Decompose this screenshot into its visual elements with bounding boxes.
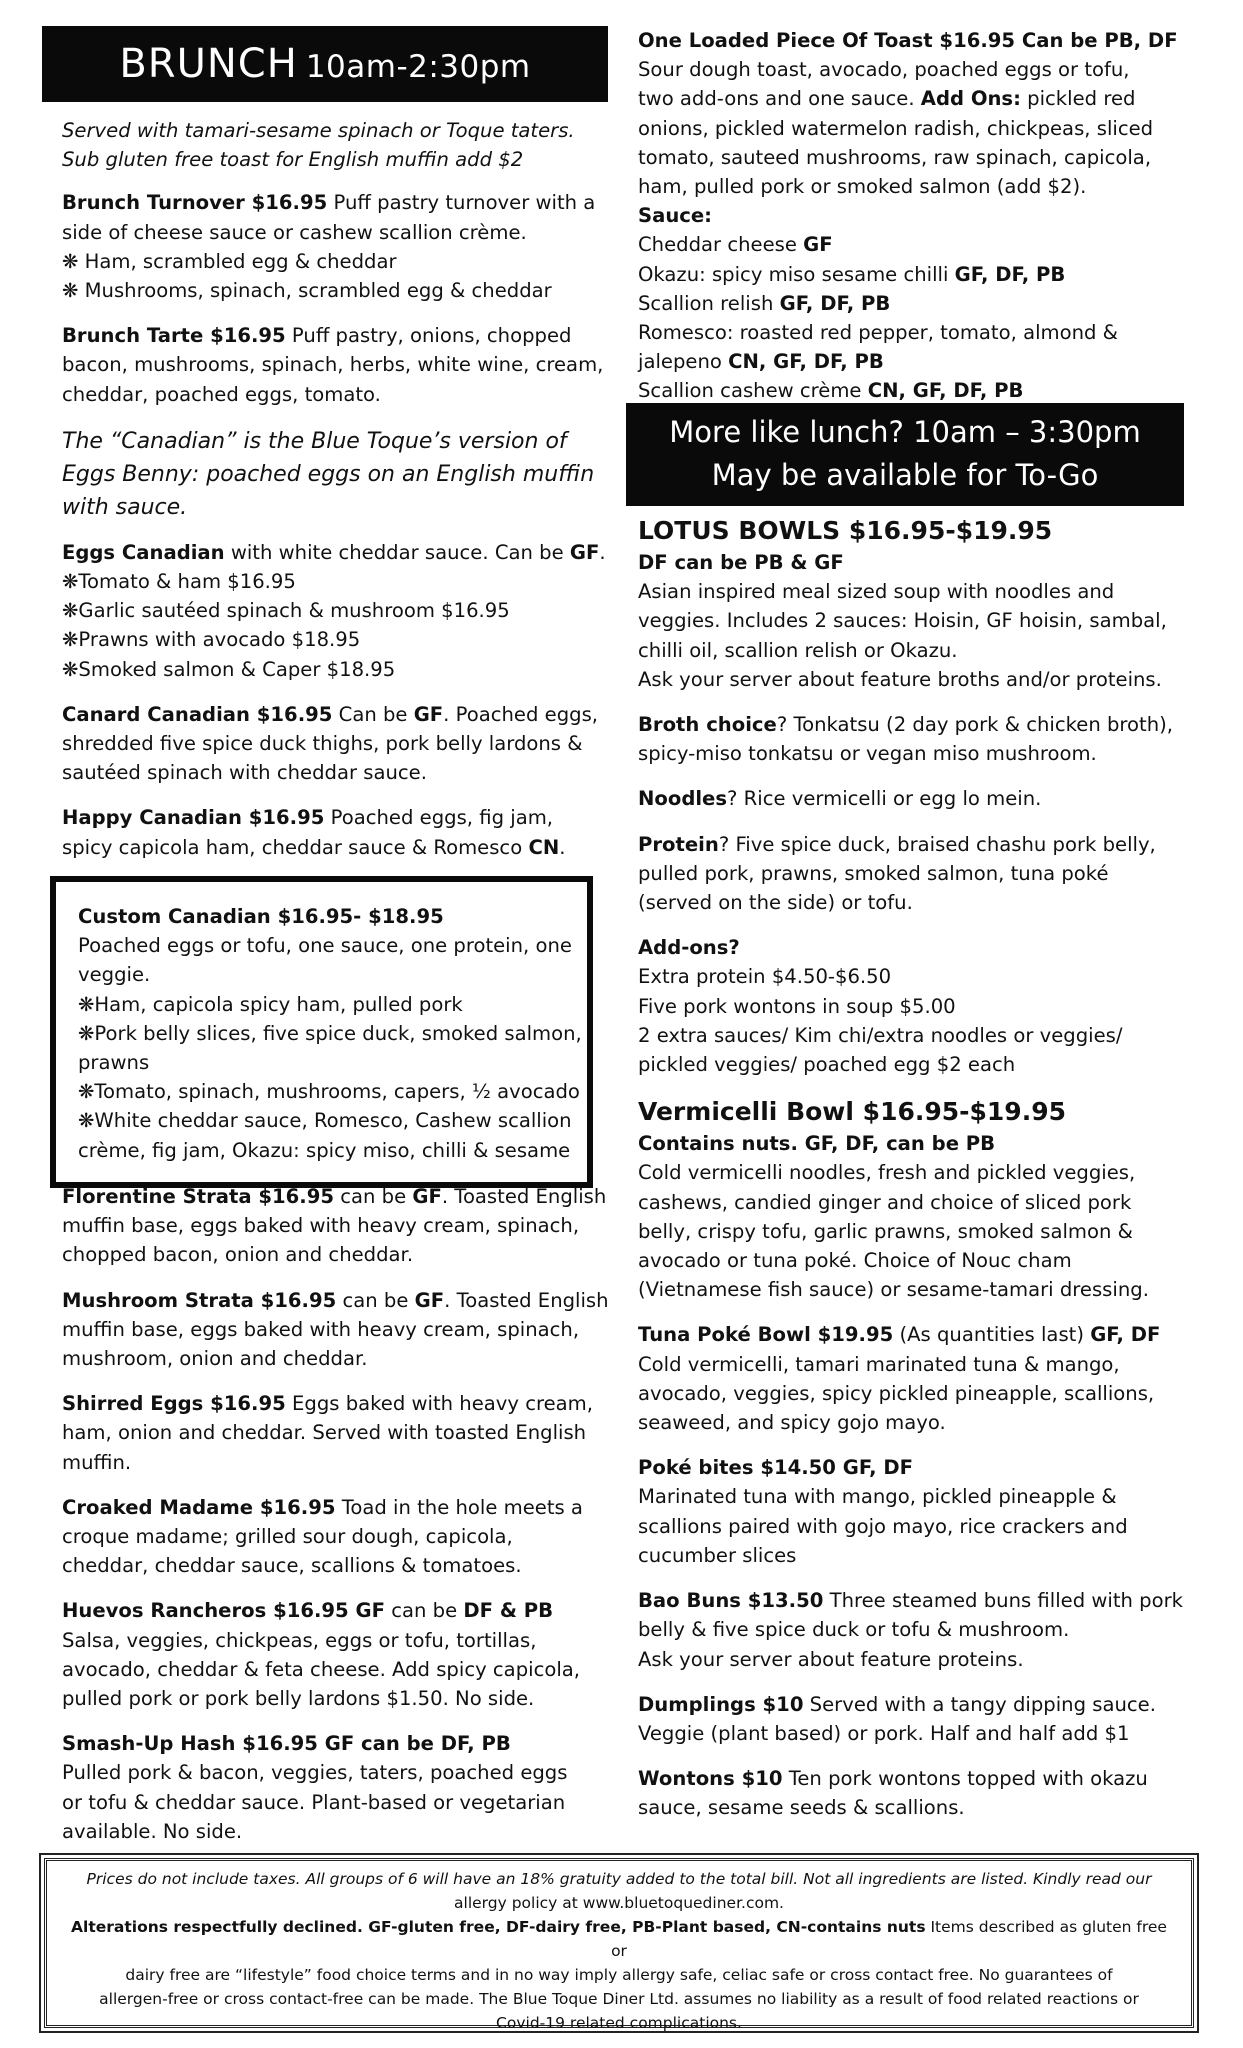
option: ❋Tomato & ham $16.95: [62, 570, 296, 594]
canadian-intro: The “Canadian” is the Blue Toque’s version of Eggs Benny: poached eggs on an English muffin with sauce.: [62, 428, 595, 520]
lunch-header: [626, 403, 1184, 506]
custom-canadian-box: Custom Canadian $16.95- $18.95 Poached eggs or tofu, one sauce, one protein, one veggie. ❋Ham, capicola spicy ham, pulled pork ❋Pork belly slices, five spice duck, smoked salmon, prawns ❋Tomato, spinach, mushrooms, capers, ½ avocado ❋White cheddar sauce, Romesco, Cashew scallion crème, fig jam, Okazu: spicy miso, chilli & sesame: [50, 876, 593, 1188]
brunch-header: [42, 26, 608, 102]
menu-item-vermicelli-bowl: Vermicelli Bowl $16.95-$19.95 Contains nuts. GF, DF, can be PB Cold vermicelli noodles, fresh and pickled veggies, cashews, candied ginger and choice of sliced pork belly, crispy tofu, garlic prawns, smoked salmon & avocado or tuna poké. Choice of Nouc cham (Vietnamese fish sauce) or sesame-tamari dressing.: [638, 1095, 1183, 1304]
brunch-title: BRUNCH: [119, 41, 298, 87]
item-name: Canard Canadian $16.95: [62, 702, 333, 726]
menu-item-tuna-poke-bowl: Tuna Poké Bowl $19.95 (As quantities last) GF, DF Cold vermicelli, tamari marinated tuna & mango, avocado, veggies, spicy pickled pineapple, scallions, seaweed, and spicy gojo mayo.: [638, 1323, 1161, 1435]
menu-item-croaked-madame: Croaked Madame $16.95 Toad in the hole meets a croque madame; grilled sour dough, capicola, cheddar, cheddar sauce, scallions & tomatoes.: [62, 1495, 583, 1578]
add-ons: Add-ons? Extra protein $4.50-$6.50 Five pork wontons in soup $5.00 2 extra sauces/ Kim chi/extra noodles or veggies/ pickled veggies/ poached egg $2 each: [638, 936, 1123, 1077]
option: ❋ Ham, scrambled egg & cheddar: [62, 249, 397, 273]
brunch-intro: Served with tamari-sesame spinach or Toque taters. Sub gluten free toast for English muffin add $2: [62, 119, 575, 172]
section-title: Vermicelli Bowl $16.95-$19.95: [638, 1097, 1066, 1127]
menu-item-eggs-canadian: Eggs Canadian with white cheddar sauce. Can be GF. ❋Tomato & ham $16.95 ❋Garlic sautéed spinach & mushroom $16.95 ❋Prawns with avocado $18.95 ❋Smoked salmon & Caper $18.95: [62, 538, 602, 684]
item-name: Brunch Tarte $16.95: [62, 324, 286, 348]
item-name: Croaked Madame $16.95: [62, 1495, 336, 1519]
menu-item-lotus-bowls: LOTUS BOWLS $16.95-$19.95 DF can be PB & GF Asian inspired meal sized soup with noodles and veggies. Includes 2 sauces: Hoisin, GF hoisin, sambal, chilli oil, scallion relish or Okazu. Ask your server about feature broths and/or proteins.: [638, 514, 1183, 694]
noodles-choice: Noodles? Rice vermicelli or egg lo mein.: [638, 787, 1042, 811]
menu-item-wontons: Wontons $10 Ten pork wontons topped with okazu sauce, sesame seeds & scallions.: [638, 1767, 1148, 1820]
menu-item-canard-canadian: Canard Canadian $16.95 Can be GF. Poached eggs, shredded five spice duck thighs, pork belly lardons & sautéed spinach with cheddar sauce.: [62, 702, 599, 785]
protein-choice: Protein? Five spice duck, braised chashu pork belly, pulled pork, prawns, smoked salmon, tuna poké (served on the side) or tofu.: [638, 832, 1156, 915]
item-name: Huevos Rancheros $16.95 GF: [62, 1599, 385, 1623]
item-name: Tuna Poké Bowl $19.95: [638, 1323, 894, 1347]
sauce-option: Cheddar cheese GF: [638, 233, 833, 257]
menu-item-florentine-strata: Florentine Strata $16.95 can be GF. Toasted English muffin base, eggs baked with heavy cream, spinach, chopped bacon, onion and cheddar.: [62, 1185, 607, 1267]
lunch-hours: More like lunch? 10am – 3:30pm: [669, 415, 1141, 449]
option: ❋Garlic sautéed spinach & mushroom $16.95: [62, 599, 510, 623]
sauce-option: Romesco: roasted red pepper, tomato, almond &: [638, 321, 1118, 345]
brunch-column-lower: [62, 1182, 609, 1862]
option: ❋Pork belly slices, five spice duck, smoked salmon,: [78, 1021, 582, 1045]
option: ❋ Mushrooms, spinach, scrambled egg & cheddar: [62, 279, 552, 303]
menu-item-shirred-eggs: Shirred Eggs $16.95 Eggs baked with heavy cream, ham, onion and cheddar. Served with toasted English muffin.: [62, 1392, 593, 1474]
option: ❋Prawns with avocado $18.95: [62, 628, 361, 652]
sauce-label: Sauce:: [638, 204, 713, 228]
item-name: One Loaded Piece Of Toast $16.95 Can be PB, DF: [638, 29, 1178, 52]
broth-choice: Broth choice? Tonkatsu (2 day pork & chicken broth), spicy-miso tonkatsu or vegan miso mushroom.: [638, 713, 1174, 766]
sauce-option: Okazu: spicy miso sesame chilli GF, DF, PB: [638, 262, 1066, 286]
menu-item-brunch-turnover: Brunch Turnover $16.95 Puff pastry turnover with a side of cheese sauce or cashew scallion crème. ❋ Ham, scrambled egg & cheddar ❋ Mushrooms, spinach, scrambled egg & cheddar: [62, 188, 602, 305]
allergy-disclaimer: Prices do not include taxes. All groups of 6 will have an 18% gratuity added to the total bill. Not all ingredients are listed. Kindly read our allergy policy at www.bluetoquediner.com. Alterations respectfully declined. GF-gluten free, DF-dairy free, PB-Plant based, CN-contains nuts Items described as gluten free or dairy free are “lifestyle” food choice terms and in no way imply allergy safe, celiac safe or cross contact free. No guarantees of allergen-free or cross contact-free can be made. The Blue Toque Diner Ltd. assumes no liability as a result of food related reactions or Covid-19 related complications.: [44, 1858, 1194, 2028]
menu-item-dumplings: Dumplings $10 Served with a tangy dipping sauce. Veggie (plant based) or pork. Half and half add $1: [638, 1692, 1156, 1745]
brunch-hours: 10am-2:30pm: [305, 49, 531, 85]
sauce-option: Scallion cashew crème CN, GF, DF, PB: [638, 379, 1024, 403]
item-name: Eggs Canadian: [62, 540, 225, 564]
lunch-column: [638, 514, 1183, 1839]
sauce-option: Scallion relish GF, DF, PB: [638, 291, 891, 315]
menu-item-huevos-rancheros: Huevos Rancheros $16.95 GF can be DF & PB Salsa, veggies, chickpeas, eggs or tofu, tortillas, avocado, cheddar & feta cheese. Add spicy capicola, pulled pork or pork belly lardons $1.50. No side.: [62, 1599, 581, 1711]
item-name: Custom Canadian $16.95- $18.95: [78, 905, 444, 928]
menu-item-happy-canadian: Happy Canadian $16.95 Poached eggs, fig jam, spicy capicola ham, cheddar sauce & Romesco CN.: [62, 806, 566, 859]
menu-item-smash-up-hash: Smash-Up Hash $16.95 GF can be DF, PB Pulled pork & bacon, veggies, taters, poached eggs or tofu & cheddar sauce. Plant-based or vegetarian available. No side.: [62, 1732, 568, 1843]
item-name: Dumplings $10: [638, 1692, 804, 1716]
brunch-column: [62, 116, 606, 878]
option: ❋Smoked salmon & Caper $18.95: [62, 657, 396, 681]
item-name: Mushroom Strata $16.95: [62, 1288, 337, 1312]
option: ❋Tomato, spinach, mushrooms, capers, ½ avocado: [78, 1080, 580, 1104]
item-name: Florentine Strata $16.95: [62, 1185, 334, 1208]
item-name: Happy Canadian $16.95: [62, 806, 325, 830]
menu-item-brunch-tarte: Brunch Tarte $16.95 Puff pastry, onions, chopped bacon, mushrooms, spinach, herbs, white wine, cream, cheddar, poached eggs, tomato.: [62, 324, 604, 406]
menu-item-poke-bites: Poké bites $14.50 GF, DF Marinated tuna with mango, pickled pineapple & scallions paired with gojo mayo, rice crackers and cucumber slices: [638, 1456, 1128, 1567]
item-name: Brunch Turnover $16.95: [62, 191, 328, 215]
lunch-to-go: May be available for To-Go: [711, 458, 1099, 492]
item-name: Wontons $10: [638, 1767, 783, 1791]
toast-section: One Loaded Piece Of Toast $16.95 Can be PB, DF Sour dough toast, avocado, poached eggs or tofu, two add-ons and one sauce. Add Ons: pickled red onions, pickled watermelon radish, chickpeas, sliced tomato, sauteed mushrooms, raw spinach, capicola, ham, pulled pork or smoked salmon (add $2). Sauce: Cheddar cheese GF Okazu: spicy miso sesame chilli GF, DF, PB Scallion relish GF, DF, PB Romesco: roasted red pepper, tomato, almond & jalepeno CN, GF, DF, PB Scallion cashew crème CN, GF, DF, PB: [638, 26, 1183, 406]
menu-item-mushroom-strata: Mushroom Strata $16.95 can be GF. Toasted English muffin base, eggs baked with heavy cream, spinach, mushroom, onion and cheddar.: [62, 1288, 609, 1371]
option: ❋Ham, capicola spicy ham, pulled pork: [78, 992, 463, 1016]
menu-item-bao-buns: Bao Buns $13.50 Three steamed buns filled with pork belly & five spice duck or tofu & mushroom. Ask your server about feature proteins.: [638, 1589, 1183, 1671]
item-name: Smash-Up Hash $16.95 GF can be DF, PB: [62, 1732, 511, 1756]
item-name: Poké bites $14.50 GF, DF: [638, 1456, 913, 1480]
sauce-option: jalepeno CN, GF, DF, PB: [638, 350, 884, 374]
item-name: Shirred Eggs $16.95: [62, 1392, 286, 1416]
section-title: LOTUS BOWLS $16.95-$19.95: [638, 516, 1053, 545]
item-name: Bao Buns $13.50: [638, 1589, 824, 1613]
option: ❋White cheddar sauce, Romesco, Cashew scallion: [78, 1109, 572, 1133]
